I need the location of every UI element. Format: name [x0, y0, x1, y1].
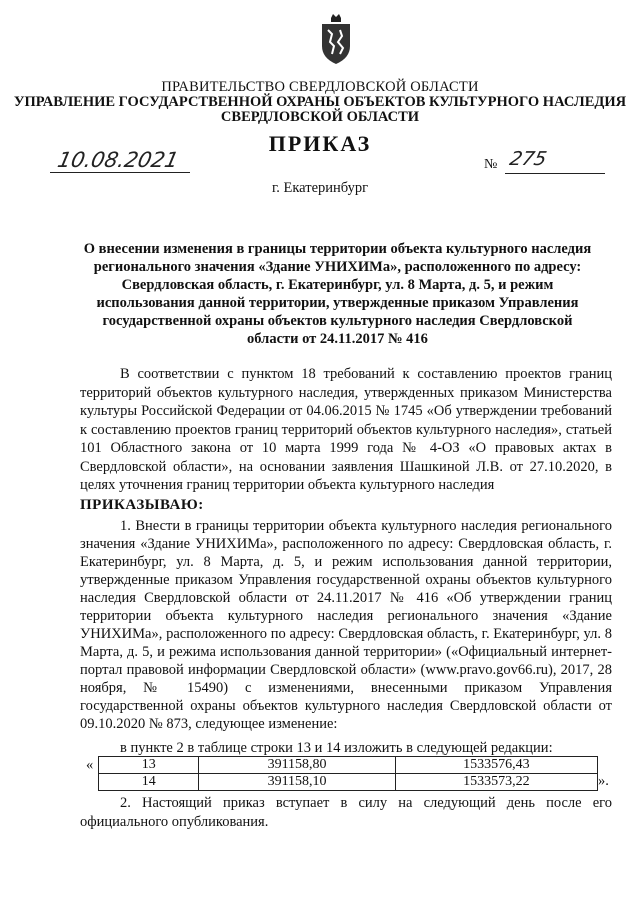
document-subject: О внесении изменения в границы территории объекта культурного наследия регионального значения «Здание УНИХИМа», расположенного по адресу: Свердловская область, г. Екатеринбург, ул. 8 Марта, д. 5, и режим использования данной территории, утвержденные приказом Управления государственной охраны объектов культурного наследия Свердловской области от 24.11.2017 № 416: [83, 241, 592, 347]
coat-of-arms-emblem: [318, 12, 354, 66]
table-cell-point: 13: [99, 757, 199, 774]
department-name: [0, 95, 640, 125]
coordinates-table: [98, 756, 598, 791]
quote-close: ».: [598, 773, 609, 789]
city: г. Екатеринбург: [271, 180, 369, 196]
table-intro: в пункте 2 в таблице строки 13 и 14 изложить в следующей редакции:: [120, 740, 553, 756]
table-cell-y: 1533576,43: [395, 757, 597, 774]
table-cell-y: 1533573,22: [395, 774, 597, 791]
government-name: ПРАВИТЕЛЬСТВО СВЕРДЛОВСКОЙ ОБЛАСТИ: [161, 79, 479, 95]
date-underline: [50, 172, 190, 173]
number-sign: №: [484, 157, 498, 172]
table-row: [99, 757, 598, 774]
item-2-paragraph: 2. Настоящий приказ вступает в силу на следующий день после его официального опубликования.: [80, 795, 612, 830]
quote-open: «: [86, 757, 94, 773]
item-1-paragraph: 1. Внести в границы территории объекта культурного наследия регионального значения «Здание УНИХИМа», расположенного по адресу: Свердловская область, г. Екатеринбург, ул. 8 Марта, д. 5, и режим использования данной территории, утвержденные приказом Управления государственной охраны объектов культурного наследия Свердловской области от 24.11.2017 № 416 «Об утверждении границ территории объекта культурного наследия регионального значения «Здание УНИХИМа», расположенного по адресу: Свердловская область, г. Екатеринбург, ул. 8 Марта, д. 5, и режима использования данной территории» («Официальный интернет-портал правовой информации Свердловской области» (www.pravo.gov66.ru), 2017, 28 ноября, № 15490) с изменениями, внесенными приказом Управления государственной охраны объектов культурного наследия Свердловской области от 09.10.2020 № 873, следующее изменение:: [80, 518, 612, 732]
handwritten-date: 10.08.2021: [55, 148, 181, 172]
handwritten-number: 275: [507, 148, 549, 170]
preamble-paragraph: В соответствии с пунктом 18 требований к составлению проектов границ территорий объектов культурного наследия, утвержденных приказом Министерства культуры Российской Федерации от 04.06.2015 № 1745 «Об утверждении требований к составлению проектов границ территорий объектов культурного наследия», статьей 101 Областного закона от 10 марта 1999 года № 4-ОЗ «О правовых актах в Свердловской области», на основании заявления Шашкиной Л.В. от 27.10.2020, в целях уточнения границ территории объекта культурного наследия: [80, 366, 612, 493]
order-word: ПРИКАЗЫВАЮ:: [80, 497, 204, 513]
department-line-1: УПРАВЛЕНИЕ ГОСУДАРСТВЕННОЙ ОХРАНЫ ОБЪЕКТОВ КУЛЬТУРНОГО НАСЛЕДИЯ: [13, 94, 627, 110]
document-type: ПРИКАЗ: [268, 131, 372, 156]
table-cell-point: 14: [99, 774, 199, 791]
table-cell-x: 391158,10: [199, 774, 395, 791]
table-row: [99, 774, 598, 791]
number-underline: [505, 173, 605, 174]
table-cell-x: 391158,80: [199, 757, 395, 774]
department-line-2: СВЕРДЛОВСКОЙ ОБЛАСТИ: [220, 109, 420, 125]
